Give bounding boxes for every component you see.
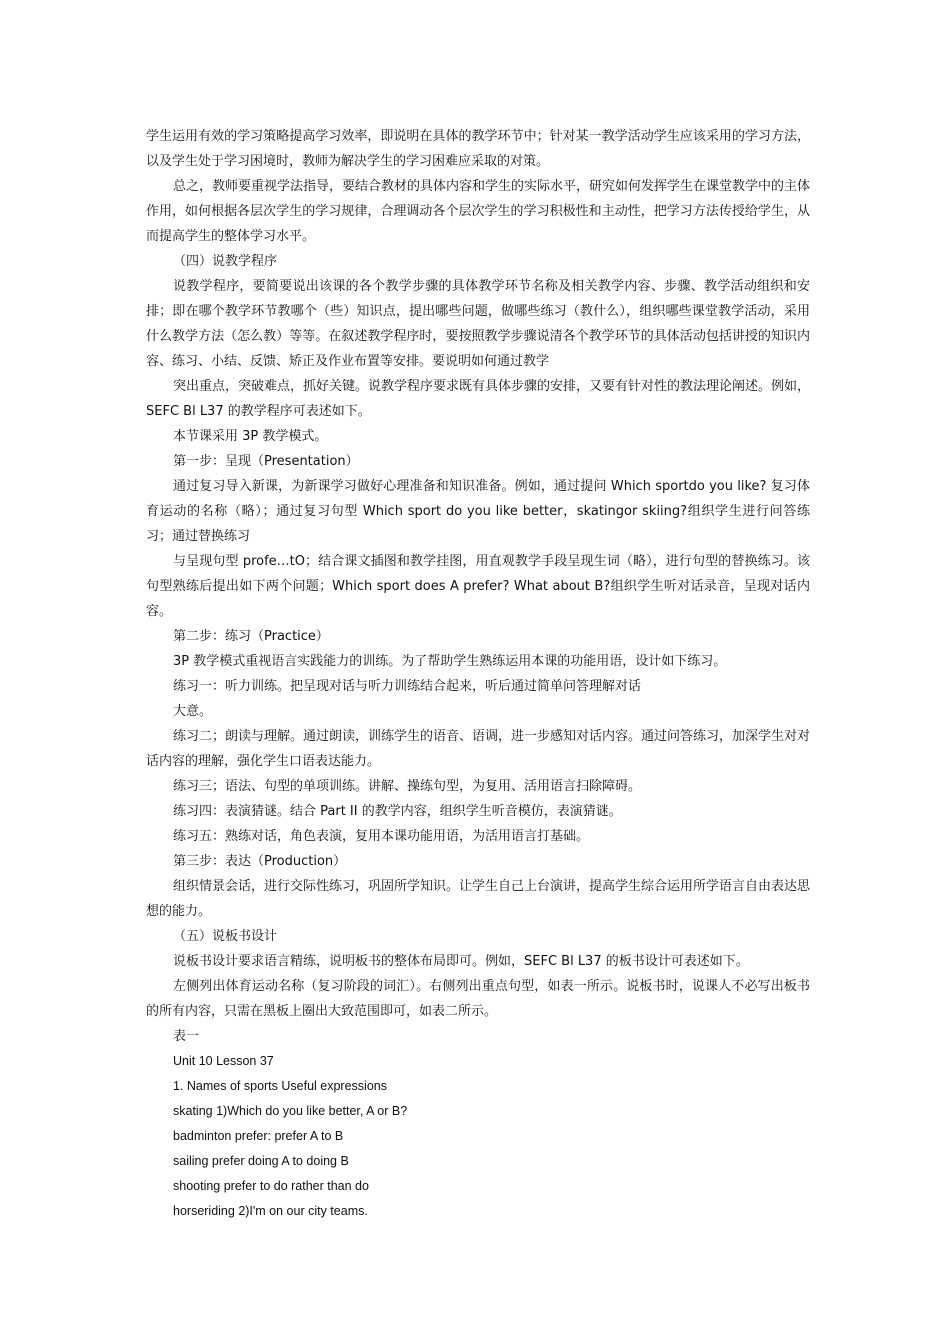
board-line-unit: Unit 10 Lesson 37: [173, 1054, 274, 1068]
paragraph-3p-mode: 本节课采用 3P 教学模式。: [173, 429, 328, 444]
table-caption: 表一: [173, 1029, 200, 1044]
board-line-headings: 1. Names of sports Useful expressions: [173, 1079, 387, 1093]
board-line-horseriding: horseriding 2)I'm on our city teams.: [173, 1204, 368, 1218]
step-heading-production: 第三步：表达（Production）: [173, 854, 347, 869]
paragraph-summary: 总之，教师要重视学法指导，要结合教材的具体内容和学生的实际水平，研究如何发挥学生在课堂教学中的主体作用，如何根据各层次学生的学习规律，合理调动各个层次学生的学习积极性和主动性，把学习方法传授给学生，从而提高学生的整体学习水平。: [146, 179, 811, 244]
exercise-two: 练习二；朗读与理解。通过朗读，训练学生的语音、语调，进一步感知对话内容。通过问答练习，加深学生对对话内容的理解，强化学生口语表达能力。: [146, 729, 811, 769]
board-line-skating: skating 1)Which do you like better, A or B?: [173, 1104, 408, 1118]
paragraph-pattern-presentation: 与呈现句型 profe…tO；结合课文插图和教学挂图，用直观教学手段呈现生词（略），进行句型的替换练习。该句型熟练后提出如下两个问题；Which sport does A prefer? What about B?组织学生听对话录音，呈现对话内容。: [146, 554, 810, 619]
exercise-one-continued: 大意。: [173, 704, 213, 719]
section-heading-board-design: （五）说板书设计: [173, 929, 278, 944]
paragraph-study-strategy: 学生运用有效的学习策略提高学习效率，即说明在具体的教学环节中；针对某一教学活动学生应该采用的学习方法，以及学生处于学习困境时，教师为解决学生的学习困难应采取的对策。: [146, 129, 810, 169]
exercise-four: 练习四：表演猜谜。结合 Part II 的教学内容，组织学生听音模仿，表演猜谜。: [173, 804, 622, 819]
paragraph-practice-intro: 3P 教学模式重视语言实践能力的训练。为了帮助学生熟练运用本课的功能用语，设计如下练习。: [173, 654, 727, 669]
exercise-three: 练习三；语法、句型的单项训练。讲解、操练句型，为复用、活用语言扫除障碍。: [173, 779, 642, 794]
exercise-one: 练习一：听力训练。把呈现对话与听力训练结合起来，听后通过简单问答理解对话: [173, 679, 642, 694]
step-heading-presentation: 第一步：呈现（Presentation）: [173, 454, 359, 469]
board-line-shooting: shooting prefer to do rather than do: [173, 1179, 369, 1193]
paragraph-production: 组织情景会话，进行交际性练习，巩固所学知识。让学生自己上台演讲，提高学生综合运用所学语言自由表达思想的能力。: [146, 879, 811, 919]
exercise-five: 练习五：熟练对话，角色表演，复用本课功能用语，为活用语言打基础。: [173, 829, 590, 844]
step-heading-practice: 第二步：练习（Practice）: [173, 629, 329, 644]
paragraph-review-intro: 通过复习导入新课，为新课学习做好心理准备和知识准备。例如，通过提问 Which sportdo you like? 复习体育运动的名称（略）；通过复习句型 Which sport do you like better，skatingor skiing?组织学生进行问答练习；通过替换练习: [146, 479, 810, 544]
paragraph-procedure-intro: 说教学程序，要简要说出该课的各个教学步骤的具体教学环节名称及相关教学内容、步骤、教学活动组织和安排；即在哪个教学环节教哪个（些）知识点，提出哪些问题，做哪些练习（教什么），组织哪些课堂教学活动，采用什么教学方法（怎么教）等等。在叙述教学程序时，要按照教学步骤说清各个教学环节的具体活动包括讲授的知识内容、练习、小结、反馈、矫正及作业布置等安排。要说明如何通过教学: [146, 279, 810, 369]
paragraph-board-design-intro: 说板书设计要求语言精练，说明板书的整体布局即可。例如，SEFC Bl L37 的板书设计可表述如下。: [173, 954, 749, 969]
section-heading-teaching-procedure: （四）说教学程序: [173, 254, 278, 269]
board-line-badminton: badminton prefer: prefer A to B: [173, 1129, 344, 1143]
paragraph-key-points: 突出重点，突破难点，抓好关键。说教学程序要求既有具体步骤的安排，又要有针对性的教法理论阐述。例如，SEFC Bl L37 的教学程序可表述如下。: [146, 379, 811, 419]
board-line-sailing: sailing prefer doing A to doing B: [173, 1154, 349, 1168]
paragraph-board-layout: 左侧列出体育运动名称（复习阶段的词汇）。右侧列出重点句型，如表一所示。说板书时，说课人不必写出板书的所有内容，只需在黑板上圈出大致范围即可，如表二所示。: [146, 979, 810, 1019]
document-body: [146, 124, 810, 1224]
